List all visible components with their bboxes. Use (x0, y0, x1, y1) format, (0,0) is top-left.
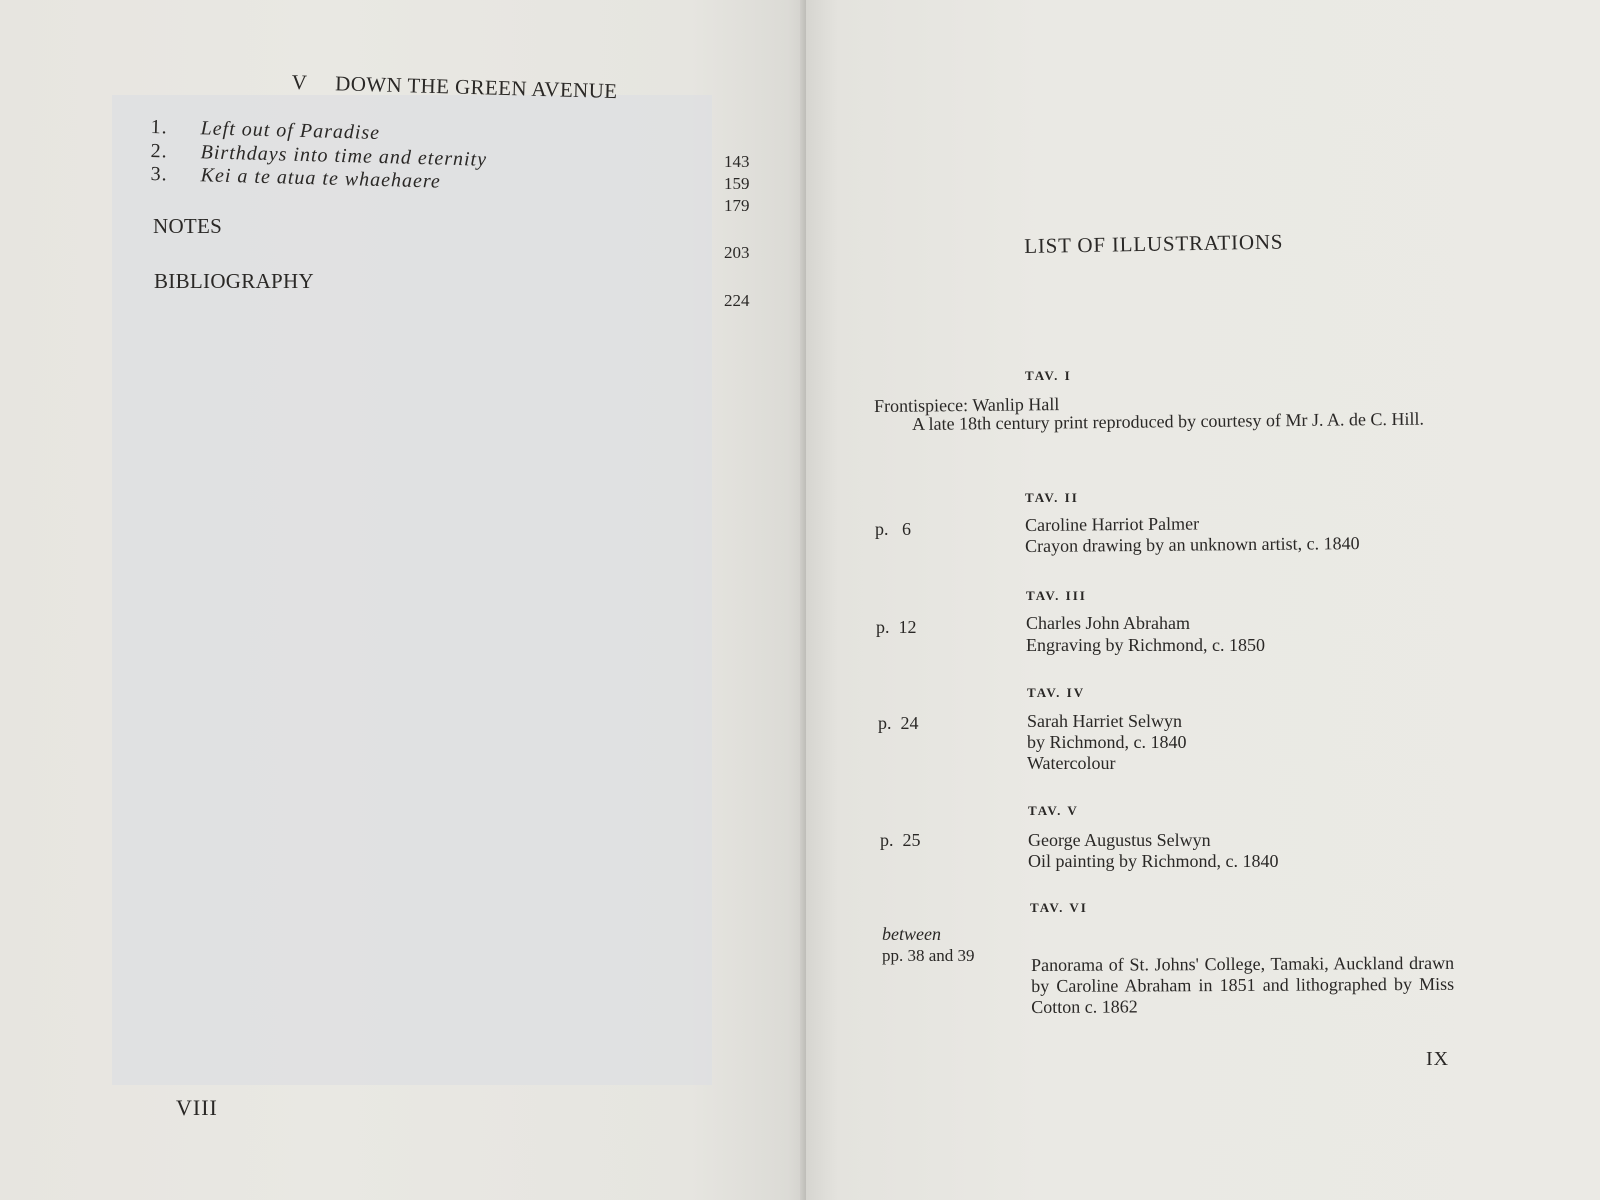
page-title: LIST OF ILLUSTRATIONS (1024, 229, 1284, 258)
right-page (806, 0, 1600, 1200)
plate-caption-detail: by Richmond, c. 1840 (1027, 732, 1187, 752)
toc-item-title: Kei a te atua te whaehaere (200, 164, 442, 193)
toc-item-page: 179 (724, 196, 750, 215)
page-folio: IX (1426, 1048, 1450, 1070)
plate-caption-detail: Crayon drawing by an unknown artist, c. 1840 (1025, 533, 1360, 556)
plate-caption-title: Frontispiece: Wanlip Hall (874, 394, 1060, 416)
toc-item-page: 143 (724, 152, 750, 171)
chapter-numeral: V (291, 70, 308, 95)
plate-page-prefix: between (882, 924, 941, 944)
toc-item-title: Left out of Paradise (200, 117, 381, 144)
plate-page: pp. 38 and 39 (882, 946, 975, 965)
toc-item-number: 1. (150, 116, 168, 139)
plate-label: TAV. II (1025, 490, 1079, 505)
plate-label: TAV. IV (1027, 685, 1086, 700)
page-folio: VIII (176, 1095, 218, 1120)
plate-caption-detail: Panorama of St. Johns' College, Tamaki, Auckland drawn by Caroline Abraham in 1851 and lithographed by Miss Cotton c. 1862 (1031, 952, 1455, 1017)
plate-caption-title: Sarah Harriet Selwyn (1027, 711, 1182, 731)
plate-label: TAV. VI (1030, 900, 1088, 915)
page-shading (112, 95, 712, 1085)
bibliography-page: 224 (724, 291, 750, 310)
toc-item-number: 2. (150, 140, 168, 163)
plate-page: p. 25 (880, 830, 921, 850)
plate-page: p. 12 (876, 617, 917, 637)
plate-caption-detail: A late 18th century print reproduced by courtesy of Mr J. A. de C. Hill. (912, 408, 1425, 434)
notes-page: 203 (724, 243, 750, 262)
bibliography-heading: BIBLIOGRAPHY (154, 269, 314, 293)
plate-caption-title: Caroline Harriot Palmer (1025, 513, 1200, 535)
plate-page: p. 24 (878, 713, 919, 733)
toc-item-title: Birthdays into time and eternity (200, 141, 488, 171)
plate-caption-detail: Oil painting by Richmond, c. 1840 (1028, 851, 1279, 871)
plate-caption-detail: Engraving by Richmond, c. 1850 (1026, 635, 1265, 655)
chapter-title: DOWN THE GREEN AVENUE (334, 71, 618, 104)
plate-label: TAV. III (1026, 588, 1087, 603)
plate-label: TAV. I (1025, 368, 1072, 383)
plate-caption-title: George Augustus Selwyn (1028, 830, 1211, 850)
plate-label: TAV. V (1028, 803, 1079, 818)
toc-item-number: 3. (150, 163, 168, 186)
toc-item-page: 159 (724, 174, 750, 193)
notes-heading: NOTES (153, 214, 223, 238)
plate-caption-detail: Watercolour (1027, 753, 1116, 773)
plate-page: p. 6 (875, 519, 911, 539)
plate-caption-title: Charles John Abraham (1026, 613, 1190, 633)
